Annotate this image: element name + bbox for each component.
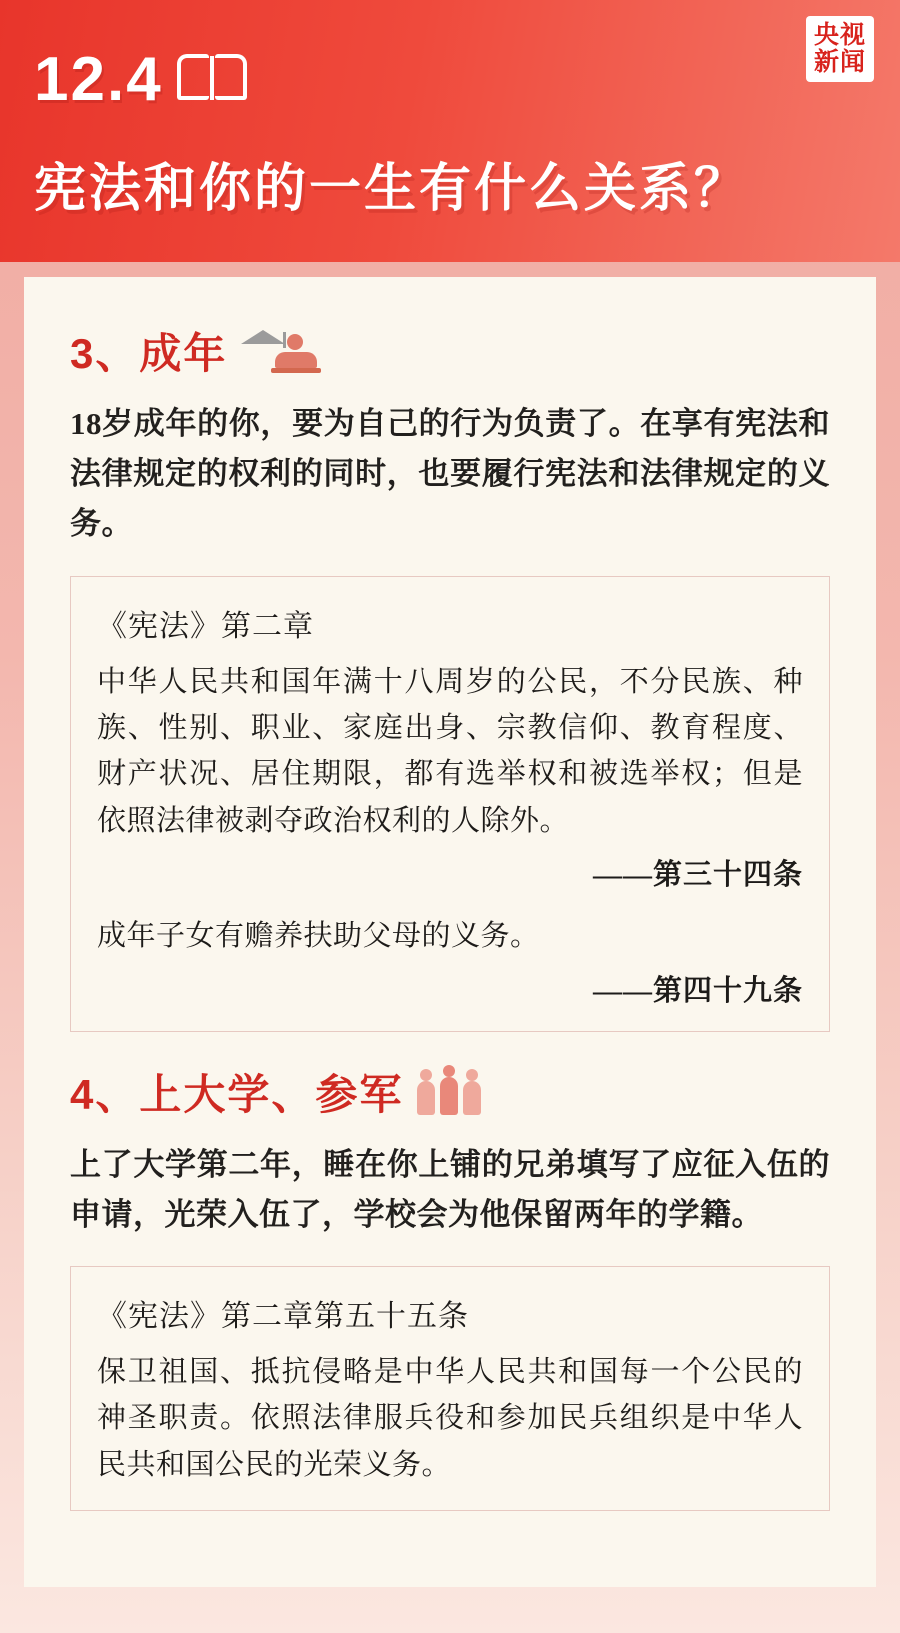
law-quote-title: 《宪法》第二章 xyxy=(97,609,314,643)
section-heading xyxy=(70,321,830,381)
section-college-army xyxy=(70,1062,830,1512)
date-label: 12.4 xyxy=(34,45,163,115)
poster-header xyxy=(0,0,900,262)
page-title: 宪法和你的一生有什么关系？ xyxy=(34,160,750,218)
graduation-person-icon xyxy=(241,328,319,374)
section-heading-label: 3、成年 xyxy=(70,330,228,377)
law-quote-title: 《宪法》第二章第五十五条 xyxy=(97,1300,469,1334)
law-quote-paragraph: 成年子女有赡养扶助父母的义务。 xyxy=(97,920,540,953)
logo-line-2: 新闻 xyxy=(813,48,866,76)
open-book-icon xyxy=(177,52,247,104)
date-row xyxy=(34,45,247,115)
section-adult xyxy=(70,321,830,1032)
three-people-icon xyxy=(417,1069,489,1115)
law-quote-box xyxy=(70,576,830,1032)
law-quote-box xyxy=(70,1266,830,1511)
section-heading-label: 4、上大学、参军 xyxy=(70,1070,404,1118)
section-body-text: 上了大学第二年，睡在你上铺的兄弟填写了应征入伍的申请，光荣入伍了，学校会为他保留两年的学籍。 xyxy=(70,1146,830,1232)
law-quote-source: ——第四十九条 xyxy=(592,974,803,1007)
content-card xyxy=(24,277,876,1587)
law-quote-source: ——第三十四条 xyxy=(592,859,803,892)
section-body-text: 18岁成年的你，要为自己的行为负责了。在享有宪法和法律规定的权利的同时，也要履行宪法和法律规定的义务。 xyxy=(70,406,830,542)
cctv-news-logo xyxy=(806,16,874,82)
law-quote-paragraph: 中华人民共和国年满十八周岁的公民，不分民族、种族、性别、职业、家庭出身、宗教信仰、教育程度、财产状况、居住期限，都有选举权和被选举权；但是依照法律被剥夺政治权利的人除外。 xyxy=(97,665,803,837)
logo-line-1: 央视 xyxy=(813,21,866,49)
law-quote-paragraph: 保卫祖国、抵抗侵略是中华人民共和国每一个公民的神圣职责。依照法律服兵役和参加民兵组织是中华人民共和国公民的光荣义务。 xyxy=(97,1356,803,1481)
section-heading xyxy=(70,1062,830,1122)
